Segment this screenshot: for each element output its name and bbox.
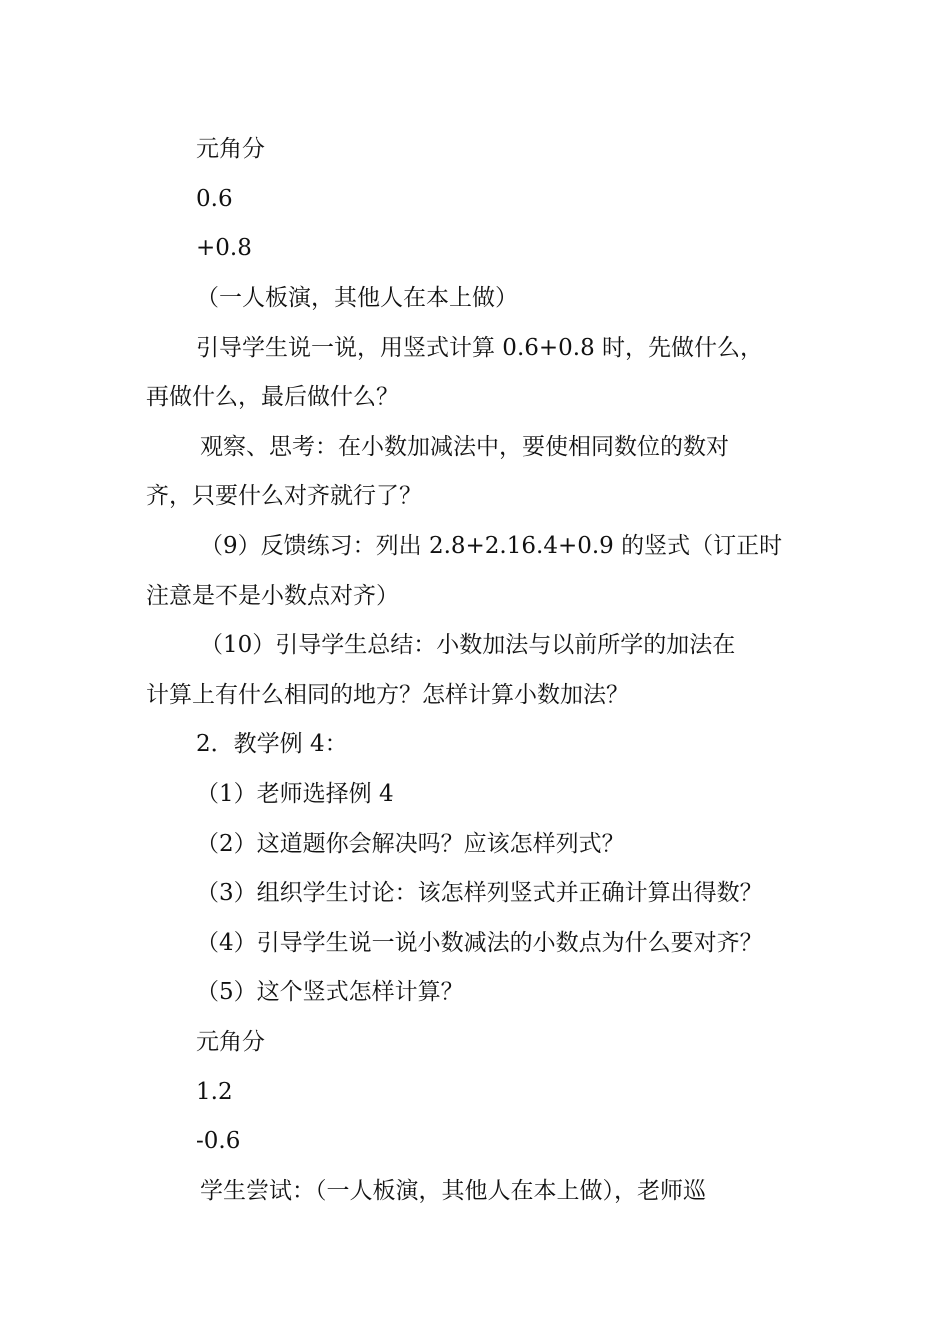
text-line: （5）这个竖式怎样计算？ (196, 979, 464, 1005)
text-line: 元角分 (196, 1029, 265, 1055)
text-line: 齐，只要什么对齐就行了？ (146, 483, 422, 509)
text-line: 注意是不是小数点对齐） (146, 583, 399, 609)
text-line: 观察、思考：在小数加减法中，要使相同数位的数对 (200, 434, 729, 460)
text-line: （9）反馈练习：列出 2.8+2.16.4+0.9 的竖式（订正时 (200, 533, 783, 559)
text-line: 元角分 (196, 136, 265, 162)
text-line: （一人板演，其他人在本上做） (196, 285, 518, 311)
text-line: 计算上有什么相同的地方？怎样计算小数加法？ (146, 682, 629, 708)
text-line: 2．教学例 4： (196, 731, 348, 757)
text-line: （4）引导学生说一说小数减法的小数点为什么要对齐？ (196, 930, 763, 956)
text-line: 0.6 (196, 186, 233, 212)
text-line: （10）引导学生总结：小数加法与以前所学的加法在 (200, 632, 736, 658)
text-line: 1.2 (196, 1079, 233, 1105)
text-line: （3）组织学生讨论：该怎样列竖式并正确计算出得数？ (196, 880, 763, 906)
text-line: 学生尝试：（一人板演，其他人在本上做），老师巡 (200, 1178, 706, 1204)
text-line: +0.8 (196, 235, 252, 261)
text-line: -0.6 (196, 1128, 241, 1154)
text-line: （2）这道题你会解决吗？应该怎样列式？ (196, 831, 625, 857)
text-line: 再做什么，最后做什么？ (146, 384, 399, 410)
text-line: 引导学生说一说，用竖式计算 0.6+0.8 时，先做什么， (196, 335, 764, 361)
text-line: （1）老师选择例 4 (196, 781, 394, 807)
